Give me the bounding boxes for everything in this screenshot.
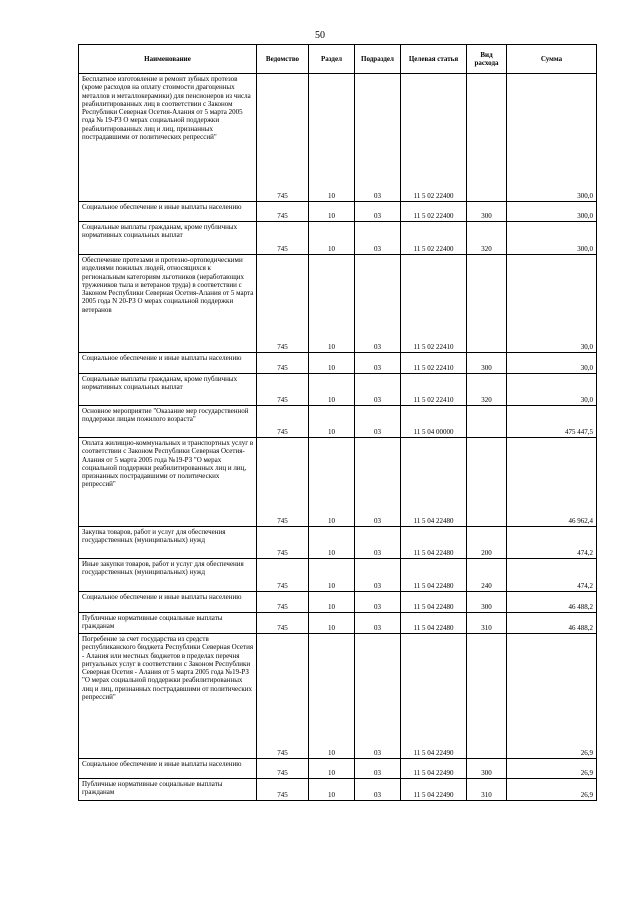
row-target-article: 11 5 02 22410 — [401, 353, 467, 374]
header-section: Раздел — [309, 45, 355, 74]
row-name: Обеспечение протезами и протезно-ортопедическими изделиями пожилых людей, относящихся к региональным категориям льготников (неработающих тружеников тыла и ветеранов труда) в соответствии с Законом Республики Северная Осетия-Алания от 5 марта 2005 года N 20-РЗ О мерах социальной поддержки ветеранов — [79, 255, 257, 353]
row-target-article: 11 5 02 22400 — [401, 202, 467, 222]
row-department: 745 — [257, 559, 309, 592]
page-number: 50 — [315, 30, 325, 41]
row-subsection: 03 — [355, 353, 401, 374]
row-subsection: 03 — [355, 255, 401, 353]
row-expense-type: 320 — [467, 374, 507, 406]
table-row — [79, 634, 597, 759]
row-name: Социальное обеспечение и иные выплаты населению — [79, 759, 257, 779]
row-expense-type: 300 — [467, 353, 507, 374]
row-amount: 46 962,4 — [507, 438, 597, 527]
row-expense-type: 300 — [467, 202, 507, 222]
table-row — [79, 759, 597, 779]
row-expense-type: 240 — [467, 559, 507, 592]
table-row — [79, 74, 597, 202]
row-department: 745 — [257, 255, 309, 353]
row-name: Закупка товаров, работ и услуг для обеспечения государственных (муниципальных) нужд — [79, 527, 257, 559]
row-section: 10 — [309, 255, 355, 353]
row-subsection: 03 — [355, 222, 401, 255]
row-target-article: 11 5 04 22480 — [401, 613, 467, 634]
row-target-article: 11 5 04 00000 — [401, 406, 467, 438]
row-expense-type — [467, 74, 507, 202]
row-target-article: 11 5 02 22400 — [401, 74, 467, 202]
row-section: 10 — [309, 759, 355, 779]
table-row — [79, 438, 597, 527]
row-expense-type: 300 — [467, 592, 507, 613]
row-amount: 26,9 — [507, 779, 597, 801]
header-expense-type: Вид расхода — [467, 45, 507, 74]
table-row — [79, 592, 597, 613]
header-target-article: Целевая статья — [401, 45, 467, 74]
row-subsection: 03 — [355, 559, 401, 592]
header-name: Наименование — [79, 45, 257, 74]
row-name: Публичные нормативные социальные выплаты гражданам — [79, 779, 257, 801]
row-subsection: 03 — [355, 527, 401, 559]
row-department: 745 — [257, 592, 309, 613]
row-target-article: 11 5 04 22480 — [401, 592, 467, 613]
table-row — [79, 255, 597, 353]
row-section: 10 — [309, 634, 355, 759]
row-department: 745 — [257, 222, 309, 255]
table-body — [79, 74, 597, 801]
row-amount: 300,0 — [507, 202, 597, 222]
row-section: 10 — [309, 592, 355, 613]
row-name: Социальные выплаты гражданам, кроме публичных нормативных социальных выплат — [79, 374, 257, 406]
row-subsection: 03 — [355, 406, 401, 438]
table-row — [79, 374, 597, 406]
row-expense-type: 320 — [467, 222, 507, 255]
row-subsection: 03 — [355, 74, 401, 202]
row-name: Социальное обеспечение и иные выплаты населению — [79, 202, 257, 222]
row-subsection: 03 — [355, 613, 401, 634]
row-subsection: 03 — [355, 592, 401, 613]
row-amount: 46 488,2 — [507, 613, 597, 634]
row-name: Оплата жилищно-коммунальных и транспортных услуг в соответствии с Законом Республики Северная Осетия-Алания от 5 марта 2005 года №19-РЗ "О мерах социальной поддержки реабилитированных лиц и лиц, признанных пострадавшими от политических репрессий" — [79, 438, 257, 527]
row-department: 745 — [257, 374, 309, 406]
row-subsection: 03 — [355, 202, 401, 222]
row-amount: 300,0 — [507, 222, 597, 255]
row-section: 10 — [309, 202, 355, 222]
row-name: Публичные нормативные социальные выплаты гражданам — [79, 613, 257, 634]
row-section: 10 — [309, 74, 355, 202]
row-expense-type: 310 — [467, 779, 507, 801]
row-name: Социальные выплаты гражданам, кроме публичных нормативных социальных выплат — [79, 222, 257, 255]
row-department: 745 — [257, 353, 309, 374]
row-expense-type: 310 — [467, 613, 507, 634]
row-amount: 26,9 — [507, 634, 597, 759]
row-expense-type — [467, 438, 507, 527]
row-amount: 475 447,5 — [507, 406, 597, 438]
row-section: 10 — [309, 438, 355, 527]
row-expense-type: 200 — [467, 527, 507, 559]
row-department: 745 — [257, 202, 309, 222]
row-subsection: 03 — [355, 374, 401, 406]
row-name: Бесплатное изготовление и ремонт зубных протезов (кроме расходов на оплату стоимости драгоценных металлов и металлокерамики) для пенсионеров из числа реабилитированных лиц в соответствии с Законом Республики Северная Осетия-Алания от 5 марта 2005 года № 19-РЗ О мерах социальной поддержки реабилитированных лиц и лиц, признанных пострадавшими от политических репрессий" — [79, 74, 257, 202]
table-header-row — [79, 45, 597, 74]
table-row — [79, 353, 597, 374]
table-row — [79, 527, 597, 559]
row-target-article: 11 5 04 22490 — [401, 634, 467, 759]
row-amount: 26,9 — [507, 759, 597, 779]
row-amount: 46 488,2 — [507, 592, 597, 613]
row-section: 10 — [309, 779, 355, 801]
row-name: Погребение за счет государства из средств республиканского бюджета Республики Северная Осетия - Алания или местных бюджетов в пределах перечня ритуальных услуг в соответствии с Законом Республики Северная Осетия - Алания от 5 марта 2005 года №19-РЗ "О мерах социальной поддержки реабилитированных лиц и лиц, признанных пострадавшими от политических репрессий" — [79, 634, 257, 759]
row-subsection: 03 — [355, 634, 401, 759]
row-section: 10 — [309, 374, 355, 406]
row-department: 745 — [257, 74, 309, 202]
row-section: 10 — [309, 406, 355, 438]
row-subsection: 03 — [355, 759, 401, 779]
row-department: 745 — [257, 634, 309, 759]
row-department: 745 — [257, 759, 309, 779]
row-target-article: 11 5 02 22410 — [401, 255, 467, 353]
row-expense-type — [467, 406, 507, 438]
table-row — [79, 779, 597, 801]
header-department: Ведомство — [257, 45, 309, 74]
row-amount: 474,2 — [507, 559, 597, 592]
row-name: Основное мероприятие "Оказание мер государственной поддержки лицам пожилого возраста" — [79, 406, 257, 438]
row-section: 10 — [309, 559, 355, 592]
row-name: Социальное обеспечение и иные выплаты населению — [79, 353, 257, 374]
row-department: 745 — [257, 779, 309, 801]
row-expense-type — [467, 255, 507, 353]
header-amount: Сумма — [507, 45, 597, 74]
row-amount: 300,0 — [507, 74, 597, 202]
row-name: Иные закупки товаров, работ и услуг для обеспечения государственных (муниципальных) нужд — [79, 559, 257, 592]
row-subsection: 03 — [355, 779, 401, 801]
table-row — [79, 559, 597, 592]
row-section: 10 — [309, 527, 355, 559]
row-amount: 30,0 — [507, 353, 597, 374]
row-department: 745 — [257, 527, 309, 559]
row-expense-type — [467, 634, 507, 759]
row-section: 10 — [309, 613, 355, 634]
row-target-article: 11 5 04 22490 — [401, 759, 467, 779]
row-amount: 30,0 — [507, 255, 597, 353]
table-row — [79, 406, 597, 438]
row-subsection: 03 — [355, 438, 401, 527]
row-department: 745 — [257, 613, 309, 634]
row-target-article: 11 5 04 22480 — [401, 438, 467, 527]
header-subsection: Подраздел — [355, 45, 401, 74]
row-name: Социальное обеспечение и иные выплаты населению — [79, 592, 257, 613]
row-amount: 474,2 — [507, 527, 597, 559]
table-row — [79, 222, 597, 255]
row-target-article: 11 5 02 22410 — [401, 374, 467, 406]
row-section: 10 — [309, 353, 355, 374]
row-department: 745 — [257, 406, 309, 438]
row-target-article: 11 5 04 22490 — [401, 779, 467, 801]
row-department: 745 — [257, 438, 309, 527]
row-target-article: 11 5 04 22480 — [401, 559, 467, 592]
budget-table — [78, 44, 597, 801]
row-section: 10 — [309, 222, 355, 255]
row-target-article: 11 5 02 22400 — [401, 222, 467, 255]
table-row — [79, 613, 597, 634]
row-target-article: 11 5 04 22480 — [401, 527, 467, 559]
table-row — [79, 202, 597, 222]
row-expense-type: 300 — [467, 759, 507, 779]
row-amount: 30,0 — [507, 374, 597, 406]
